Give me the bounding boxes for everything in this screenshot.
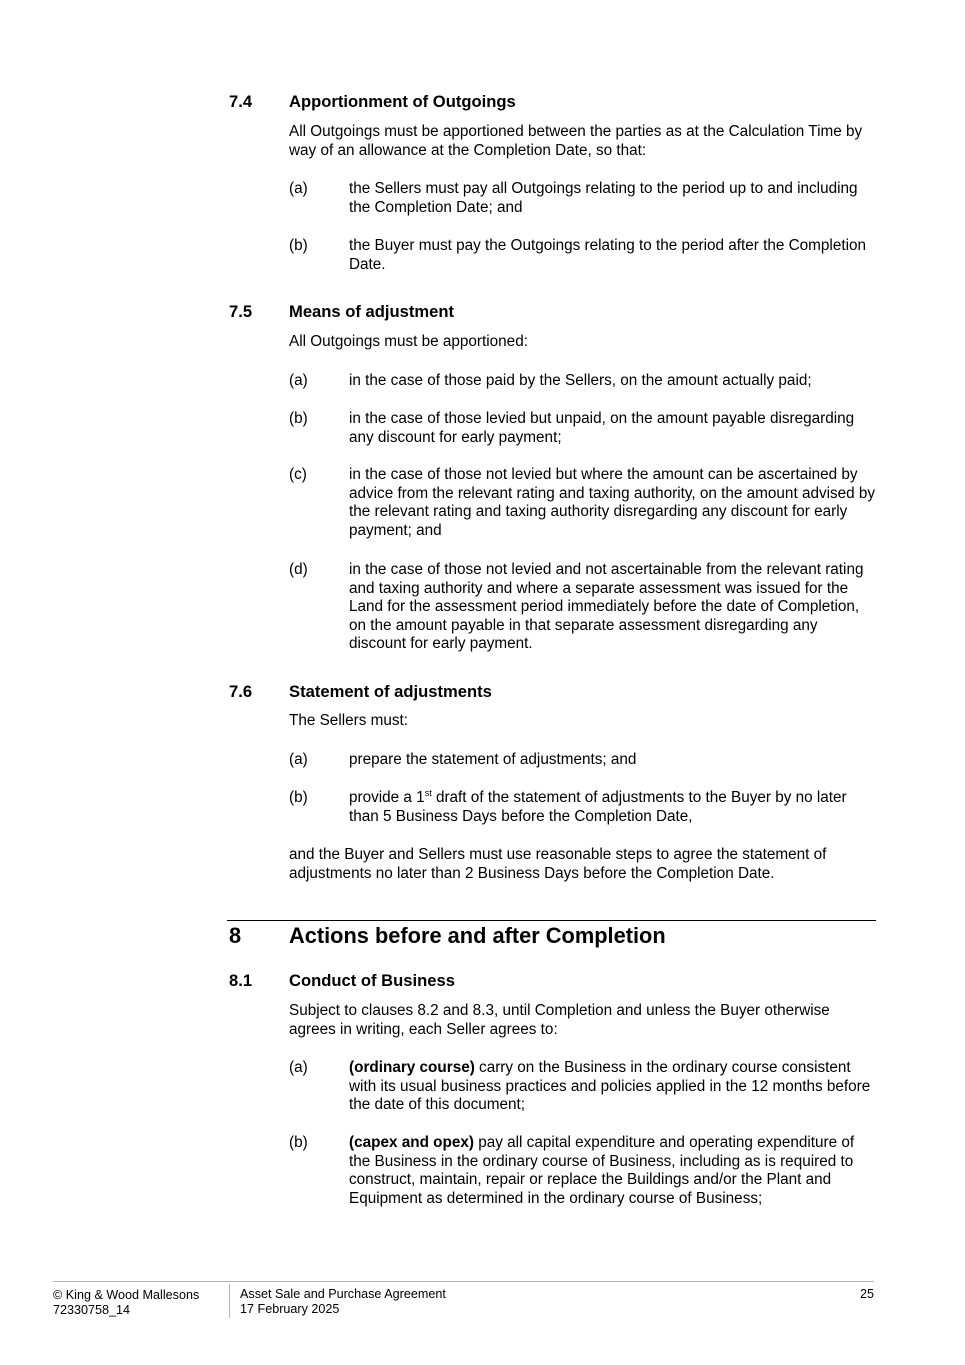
item-text: in the case of those not levied but where the amount can be ascertained by advice from the relevant rating and taxing authority, on the amount advised by the relevant rating and taxing authority disregarding any discount for early payment; and	[349, 466, 876, 539]
item-text	[349, 789, 877, 826]
footer-divider	[53, 1281, 874, 1282]
footer-date: 17 February 2025	[240, 1302, 340, 1316]
item-label: (b)	[289, 789, 308, 806]
item-text: prepare the statement of adjustments; and	[349, 751, 637, 768]
item-text: in the case of those levied but unpaid, on the amount payable disregarding any discount for early payment;	[349, 410, 855, 446]
section-intro: All Outgoings must be apportioned:	[289, 333, 528, 350]
item-label: (b)	[289, 1134, 308, 1151]
chapter-number: 8	[229, 923, 242, 948]
section-number: 7.6	[229, 682, 253, 701]
footer-doc-title: Asset Sale and Purchase Agreement	[240, 1287, 446, 1301]
section-heading: Conduct of Business	[289, 971, 455, 990]
ordinal-suffix: st	[424, 788, 432, 798]
item-text	[349, 1059, 877, 1115]
section-intro: Subject to clauses 8.2 and 8.3, until Completion and unless the Buyer otherwise agrees in writing, each Seller agrees to:	[289, 1002, 830, 1038]
section-intro: The Sellers must:	[289, 712, 409, 729]
section-closing: and the Buyer and Sellers must use reasonable steps to agree the statement of adjustments no later than 2 Business Days before the Completion Date.	[289, 846, 827, 882]
chapter-heading: Actions before and after Completion	[289, 923, 666, 948]
item-keyword: (capex and opex)	[349, 1134, 474, 1151]
item-label: (a)	[289, 1059, 308, 1076]
section-divider	[227, 920, 876, 921]
item-text-part: pay all capital expenditure and operating expenditure of the Business in the ordinary course of Business, including as is required to construct, maintain, repair or replace the Buildings and/or the Plant and Equipment as determined in the ordinary course of Business;	[349, 1134, 855, 1207]
item-keyword: (ordinary course)	[349, 1059, 475, 1076]
item-text-part: carry on the Business in the ordinary course consistent with its usual business practices and policies applied in the 12 months before the date of this document;	[349, 1059, 871, 1113]
item-text: in the case of those not levied and not ascertainable from the relevant rating and taxing authority and where a separate assessment was issued for the Land for the assessment period immediately before the date of Completion, on the amount payable in that separate assessment disregarding any discount for early payment.	[349, 561, 864, 652]
section-number: 7.4	[229, 92, 253, 111]
section-heading: Statement of adjustments	[289, 682, 492, 701]
item-text	[349, 1134, 877, 1208]
item-label: (b)	[289, 237, 308, 254]
item-label: (a)	[289, 180, 308, 197]
item-label: (c)	[289, 466, 307, 483]
section-intro: All Outgoings must be apportioned between the parties as at the Calculation Time by way of an allowance at the Completion Date, so that:	[289, 123, 863, 159]
item-text-part: draft of the statement of adjustments to the Buyer by no later than 5 Business Days before the Completion Date,	[349, 789, 847, 825]
item-text: in the case of those paid by the Sellers, on the amount actually paid;	[349, 372, 812, 389]
section-number: 8.1	[229, 971, 253, 990]
footer-doc-id: 72330758_14	[53, 1303, 131, 1317]
item-text-part: provide a 1	[349, 789, 425, 806]
footer-copyright: © King & Wood Mallesons	[53, 1288, 200, 1302]
section-heading: Apportionment of Outgoings	[289, 92, 516, 111]
page-number: 25	[859, 1287, 874, 1301]
item-label: (a)	[289, 751, 308, 768]
item-label: (a)	[289, 372, 308, 389]
item-label: (b)	[289, 410, 308, 427]
section-heading: Means of adjustment	[289, 302, 455, 321]
section-number: 7.5	[229, 302, 253, 321]
item-label: (d)	[289, 561, 308, 578]
footer-separator	[229, 1284, 230, 1318]
item-text: the Sellers must pay all Outgoings relating to the period up to and including the Completion Date; and	[349, 180, 858, 216]
item-text: the Buyer must pay the Outgoings relating to the period after the Completion Date.	[349, 237, 866, 273]
